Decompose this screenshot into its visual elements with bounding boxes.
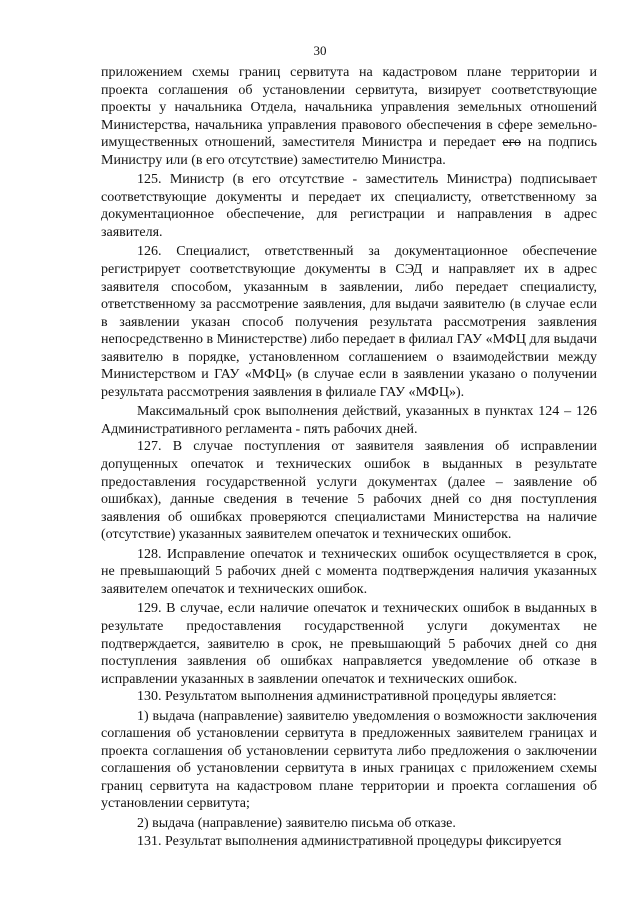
paragraph-128: 128. Исправление опечаток и технических ошибок осуществляется в срок, не превышающий 5 рабочих дней с момента подтверждения наличия указанных заявителем опечаток и технических ошибок. xyxy=(101,546,597,597)
paragraph-continuation xyxy=(101,64,597,169)
page-number: 30 xyxy=(313,43,327,58)
paragraph-130-item-2: 2) выдача (направление) заявителю письма об отказе. xyxy=(137,815,456,831)
document-body xyxy=(101,64,597,850)
paragraph-text: приложением схемы границ сервитута на кадастровом плане территории и проекта соглашения об установлении сервитута, визирует соответствующие проекты у начальника Отдела, начальника управления земельных отношений Министерства, начальника управления правового обеспечения в сфере земельно-имущественных отношений, заместителя Министра и передает xyxy=(101,65,597,151)
paragraph-130: 130. Результатом выполнения административной процедуры является: xyxy=(137,689,557,705)
paragraph-129: 129. В случае, если наличие опечаток и технических ошибок в выданных в результате предоставления государственной услуги документах не подтверждается, заявителю в срок, не превышающий 5 рабочих дней со дня поступления заявления об ошибках направляется уведомление об отказе в исправлении указанных в заявлении опечаток и технических ошибок. xyxy=(101,601,597,687)
paragraph-deadline: Максимальный срок выполнения действий, указанных в пунктах 124 – 126 Административного регламента - пять рабочих дней. xyxy=(101,404,597,437)
paragraph-130-item-1: 1) выдача (направление) заявителю уведомления о возможности заключения соглашения об установлении сервитута в предложенных заявителем границах и проекта соглашения об установлении сервитута либо предложения о заключении соглашения об установлении сервитута в иных границах с приложением схемы границ сервитута на кадастровом плане территории и проекта соглашения об установлении сервитута; xyxy=(101,708,597,812)
paragraph-131: 131. Результат выполнения административной процедуры фиксируется xyxy=(137,833,562,849)
paragraph-127: 127. В случае поступления от заявителя заявления об исправлении допущенных опечаток и технических ошибок в выданных в результате предоставления государственной услуги документах (далее – заявление об ошибках), данные сведения в течение 5 рабочих дней со дня поступления заявления об ошибках проверяются специалистами Министерства на наличие (отсутствие) указанных заявителем опечаток и технических ошибок. xyxy=(101,439,597,543)
paragraph-text-tail: на подпись Министру или (в его отсутствие) заместителю Министра. xyxy=(101,135,597,168)
paragraph-126: 126. Специалист, ответственный за документационное обеспечение регистрирует соответствующие документы в СЭД и направляет их в адрес заявителя способом, указанным в заявлении, либо передает специалисту, ответственному за рассмотрение заявления, для выдачи заявителю (в случае если в заявлении указан способ получения результата рассмотрения заявления непосредственно в Министерстве) либо передает в филиал ГАУ «МФЦ для выдачи заявителю в порядке, установленном соглашением о взаимодействии между Министерством и ГАУ «МФЦ» (в случае если в заявлении указано о получении результата рассмотрения заявления в филиале ГАУ «МФЦ»). xyxy=(101,244,597,400)
struck-word: его xyxy=(502,135,521,151)
paragraph-125: 125. Министр (в его отсутствие - заместитель Министра) подписывает соответствующие документы и передает их специалисту, ответственному за документационное обеспечение, для регистрации и направления в адрес заявителя. xyxy=(101,172,597,240)
